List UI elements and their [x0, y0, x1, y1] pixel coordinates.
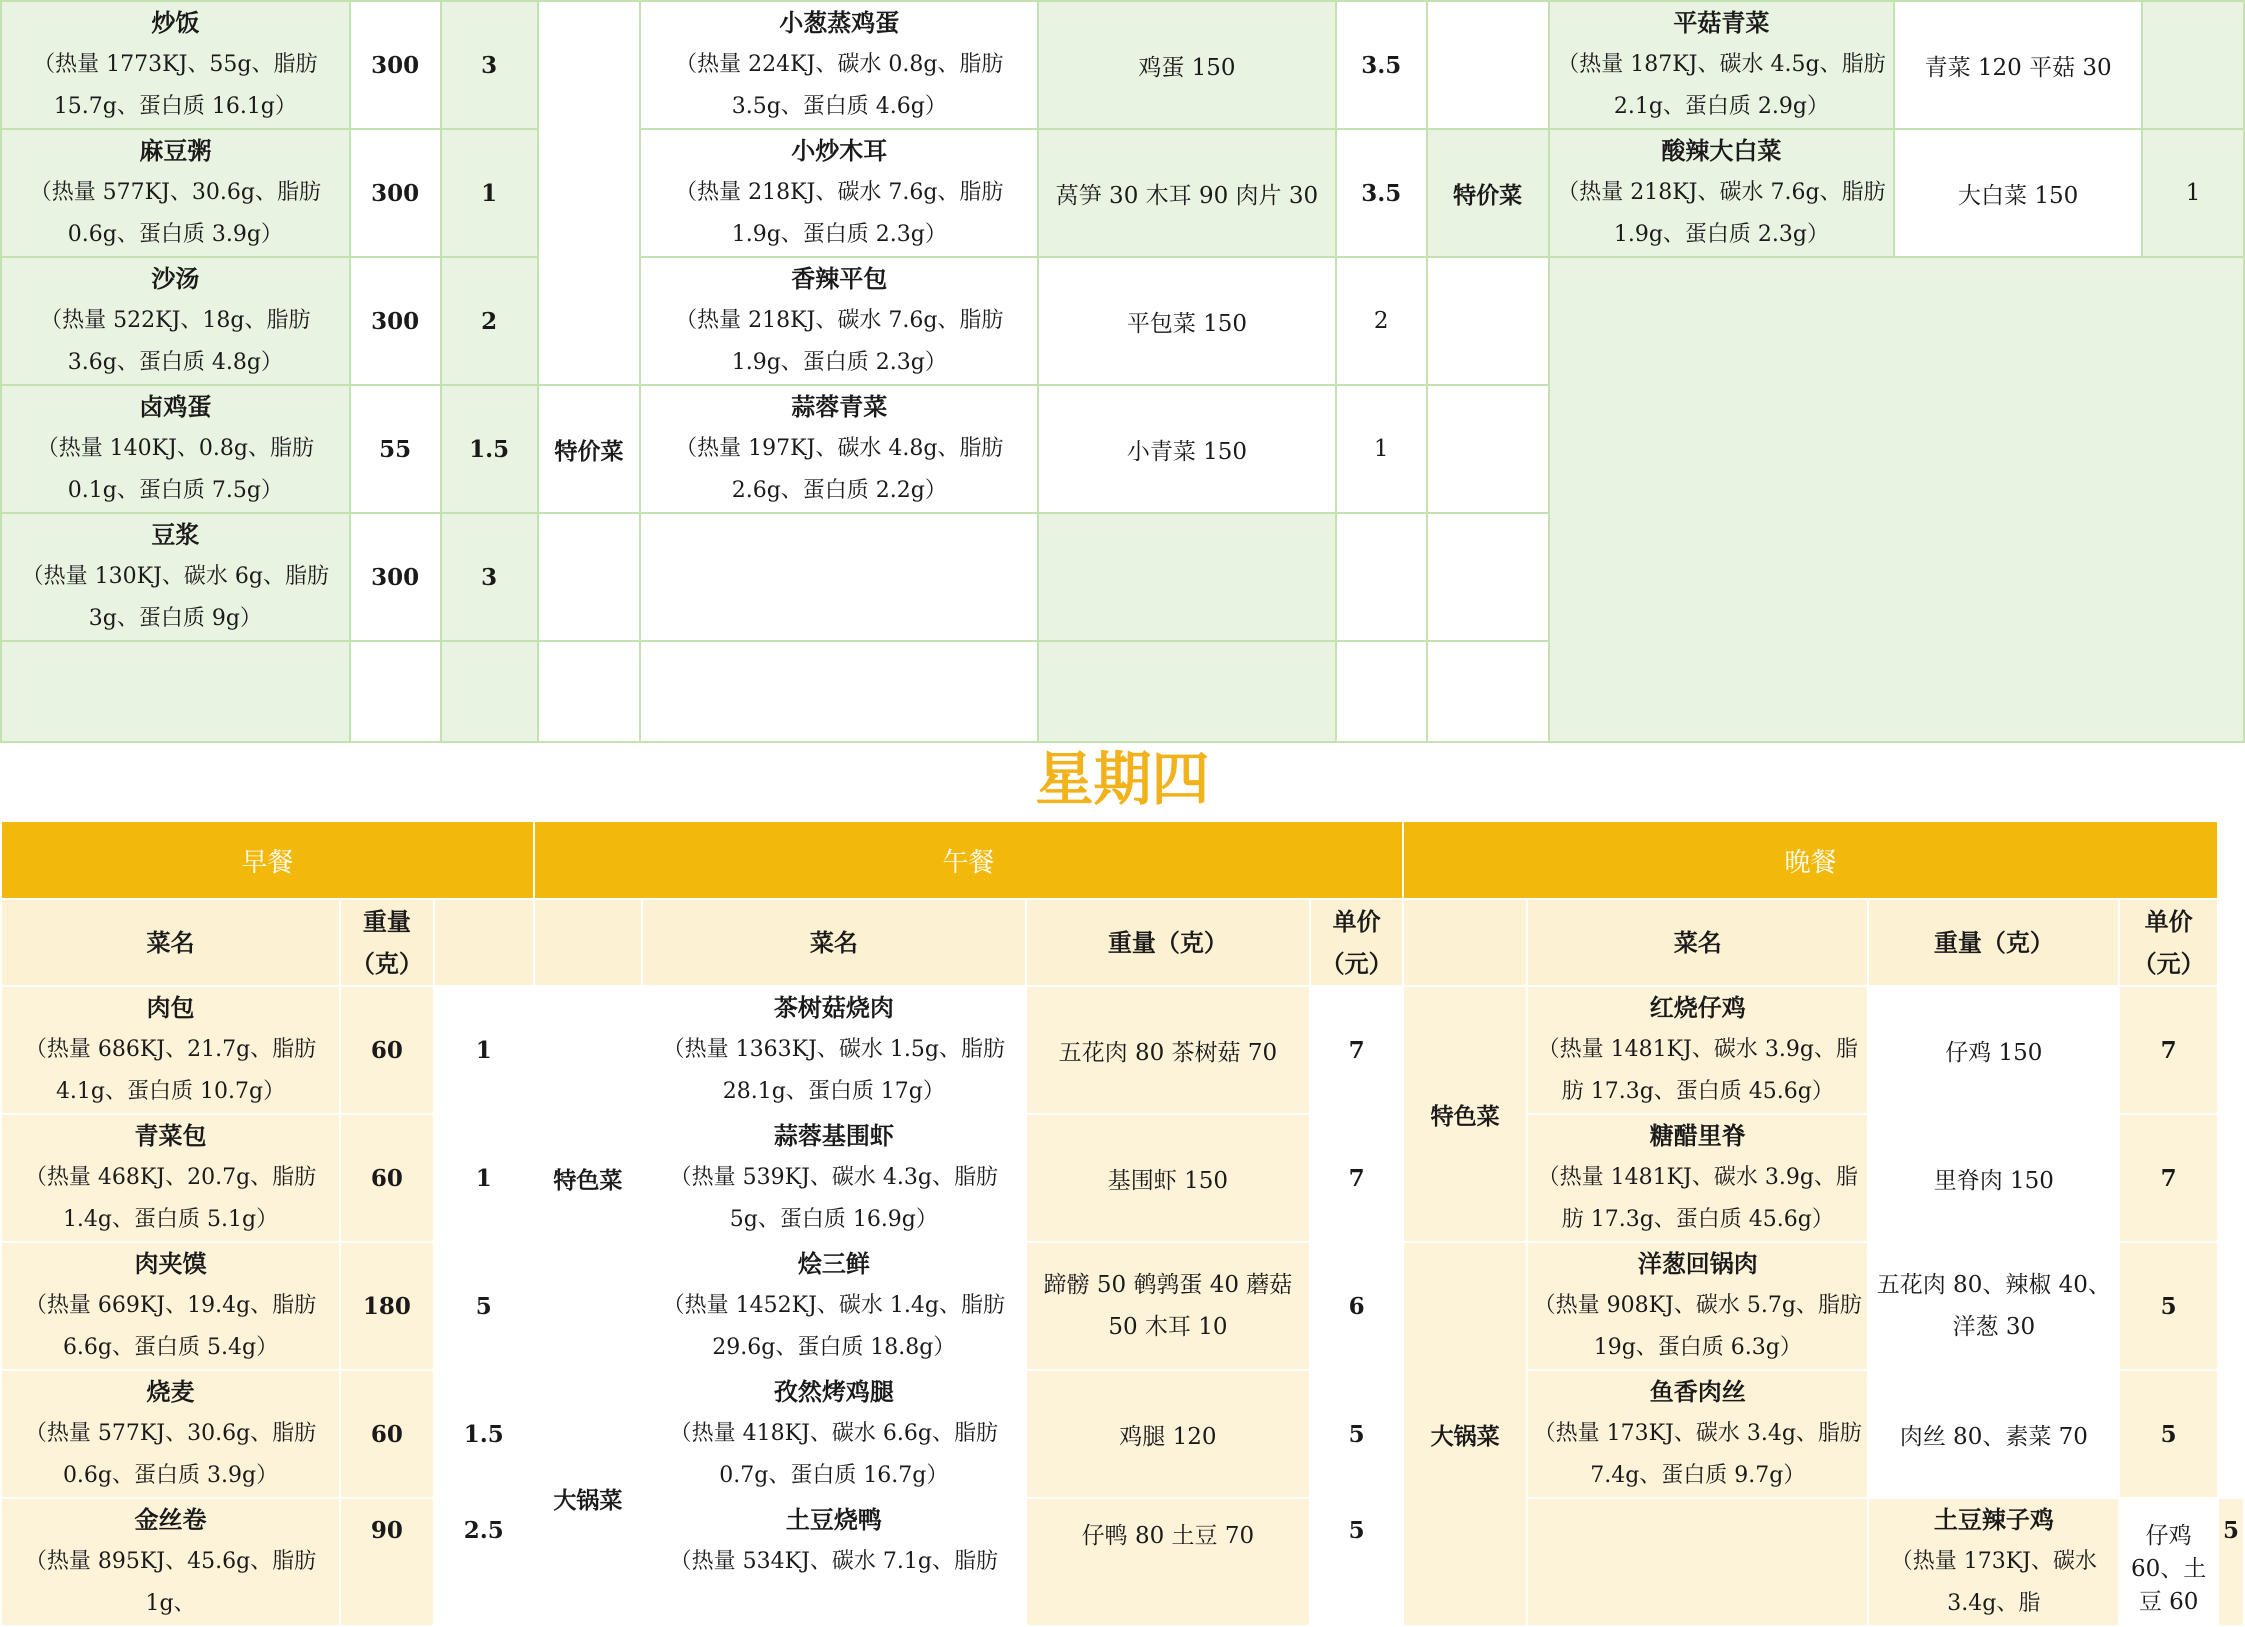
dish-cell	[640, 257, 1038, 385]
dish-name: 孜然烤鸡腿	[773, 1377, 894, 1406]
dish-cell	[640, 513, 1038, 641]
dish-cell	[1, 986, 340, 1114]
menu-table-thursday	[0, 820, 2245, 1627]
dinner-category-special: 特色菜	[1403, 986, 1527, 1242]
dish-cell	[1549, 129, 1895, 257]
price-cell: 1	[1336, 385, 1427, 513]
dish-cell	[1, 129, 350, 257]
price-cell: 5	[2218, 1498, 2244, 1626]
price-cell: 1	[434, 1114, 534, 1242]
price-cell: 1	[441, 129, 538, 257]
dish-nutrition: （热量 140KJ、0.8g、脂肪 0.1g、蛋白质 7.5g）	[36, 436, 314, 503]
column-header-price: 单价（元）	[1310, 899, 1403, 986]
column-header-weight: 重量（克）	[1026, 899, 1311, 986]
dish-cell	[642, 1498, 1025, 1626]
dish-name: 炒饭	[151, 8, 200, 37]
price-cell: 5	[434, 1242, 534, 1370]
weight-cell: 60	[340, 986, 434, 1114]
dish-name: 烧麦	[146, 1377, 195, 1406]
meal-header-lunch: 午餐	[534, 821, 1403, 899]
column-header-category	[1403, 899, 1527, 986]
price-cell: 7	[1310, 1114, 1403, 1242]
dish-name: 糖醋里脊	[1649, 1121, 1746, 1150]
ingredients-cell: 仔鸡 60、土豆 60	[2119, 1498, 2218, 1626]
dish-cell	[1, 1, 350, 129]
ingredients-cell: 五花肉 80、辣椒 40、洋葱 30	[1868, 1242, 2119, 1370]
price-cell: 5	[2119, 1242, 2218, 1370]
ingredients-cell: 青菜 120 平菇 30	[1894, 1, 2142, 129]
dish-cell	[1, 1114, 340, 1242]
empty-cell	[1336, 641, 1427, 742]
dish-nutrition: （热量 908KJ、碳水 5.7g、脂肪 19g、蛋白质 6.3g）	[1533, 1293, 1862, 1360]
category-cell	[1527, 1498, 1868, 1626]
dish-name: 青菜包	[134, 1121, 207, 1150]
dish-cell	[1, 1498, 340, 1626]
dish-name: 酸辣大白菜	[1661, 136, 1782, 165]
ingredients-cell: 仔鸭 80 土豆 70	[1026, 1498, 1311, 1626]
dish-nutrition: （热量 173KJ、碳水 3.4g、脂肪 7.4g、蛋白质 9.7g）	[1533, 1421, 1862, 1488]
dish-cell	[640, 385, 1038, 513]
ingredients-cell: 里脊肉 150	[1868, 1114, 2119, 1242]
dish-cell	[1527, 986, 1868, 1114]
dish-name: 香辣平包	[791, 264, 888, 293]
dish-name: 小炒木耳	[791, 136, 888, 165]
category-cell	[538, 513, 641, 641]
dish-name: 肉夹馍	[134, 1249, 207, 1278]
dish-name: 蒜蓉基围虾	[773, 1121, 894, 1150]
dish-cell	[1527, 1370, 1868, 1498]
ingredients-cell: 小青菜 150	[1038, 385, 1336, 513]
price-cell: 5	[1310, 1498, 1403, 1626]
price-cell: 2	[441, 257, 538, 385]
dish-cell	[1, 385, 350, 513]
dish-nutrition: （热量 1773KJ、55g、脂肪 15.7g、蛋白质 16.1g）	[33, 52, 318, 119]
price-cell: 1.5	[441, 385, 538, 513]
price-cell: 1	[434, 986, 534, 1114]
weight-cell: 90	[340, 1498, 434, 1626]
dish-nutrition: （热量 218KJ、碳水 7.6g、脂肪 1.9g、蛋白质 2.3g）	[675, 180, 1004, 247]
dish-cell	[1, 257, 350, 385]
dish-cell	[1, 1242, 340, 1370]
dish-nutrition: （热量 218KJ、碳水 7.6g、脂肪 1.9g、蛋白质 2.3g）	[1557, 180, 1886, 247]
category-cell	[1427, 513, 1549, 641]
price-cell	[2142, 1, 2244, 129]
dish-nutrition: （热量 534KJ、碳水 7.1g、脂肪	[669, 1549, 998, 1574]
dish-name: 金丝卷	[134, 1505, 207, 1534]
empty-cell	[1038, 641, 1336, 742]
dish-name: 豆浆	[151, 520, 200, 549]
weight-cell: 180	[340, 1242, 434, 1370]
price-cell: 3.5	[1336, 1, 1427, 129]
dish-name: 麻豆粥	[139, 136, 212, 165]
column-header-category	[534, 899, 642, 986]
dish-cell	[1549, 1, 1895, 129]
column-header-weight: 重量（克）	[340, 899, 434, 986]
empty-cell	[441, 641, 538, 742]
ingredients-cell: 鸡腿 120	[1026, 1370, 1311, 1498]
dish-nutrition: （热量 197KJ、碳水 4.8g、脂肪 2.6g、蛋白质 2.2g）	[675, 436, 1004, 503]
dish-cell	[642, 1242, 1025, 1370]
price-cell	[1336, 513, 1427, 641]
dish-cell	[642, 1114, 1025, 1242]
weight-cell: 300	[350, 513, 441, 641]
category-cell	[1427, 385, 1549, 513]
dish-name: 卤鸡蛋	[139, 392, 212, 421]
dish-name: 茶树菇烧肉	[773, 993, 894, 1022]
dinner-category-bigpot: 大锅菜	[1403, 1242, 1527, 1626]
dish-name: 鱼香肉丝	[1649, 1377, 1746, 1406]
weight-cell: 60	[340, 1114, 434, 1242]
day-title: 星期四	[1035, 745, 1210, 813]
price-cell: 5	[2119, 1370, 2218, 1498]
empty-cell	[350, 641, 441, 742]
price-cell: 3.5	[1336, 129, 1427, 257]
ingredients-cell: 基围虾 150	[1026, 1114, 1311, 1242]
lunch-category-cell: 特价菜	[538, 385, 641, 513]
empty-cell	[1, 641, 350, 742]
dish-cell	[1527, 1114, 1868, 1242]
category-cell	[1427, 1, 1549, 129]
dinner-category-cell: 特价菜	[1427, 129, 1549, 257]
dish-cell	[1, 513, 350, 641]
dish-nutrition: （热量 1481KJ、碳水 3.9g、脂肪 17.3g、蛋白质 45.6g）	[1537, 1165, 1858, 1232]
ingredients-cell: 平包菜 150	[1038, 257, 1336, 385]
column-header-dish-name: 菜名	[642, 899, 1025, 986]
empty-area	[1549, 257, 2244, 742]
ingredients-cell	[1038, 513, 1336, 641]
dish-nutrition: （热量 1363KJ、碳水 1.5g、脂肪 28.1g、蛋白质 17g）	[662, 1037, 1005, 1104]
ingredients-cell: 大白菜 150	[1894, 129, 2142, 257]
price-cell: 1	[2142, 129, 2244, 257]
ingredients-cell: 五花肉 80 茶树菇 70	[1026, 986, 1311, 1114]
dish-cell	[640, 1, 1038, 129]
dish-nutrition: （热量 130KJ、碳水 6g、脂肪 3g、蛋白质 9g）	[21, 564, 329, 631]
dish-nutrition: （热量 895KJ、45.6g、脂肪 1g、	[24, 1549, 317, 1616]
dish-name: 蒜蓉青菜	[791, 392, 888, 421]
ingredients-cell: 仔鸡 150	[1868, 986, 2119, 1114]
dish-nutrition: （热量 218KJ、碳水 7.6g、脂肪 1.9g、蛋白质 2.3g）	[675, 308, 1004, 375]
dish-cell	[1527, 1242, 1868, 1370]
dish-name: 洋葱回锅肉	[1637, 1249, 1758, 1278]
category-cell	[538, 1, 641, 385]
ingredients-cell: 鸡蛋 150	[1038, 1, 1336, 129]
dish-nutrition: （热量 577KJ、30.6g、脂肪 0.6g、蛋白质 3.9g）	[24, 1421, 317, 1488]
dish-cell	[640, 129, 1038, 257]
price-cell: 6	[1310, 1242, 1403, 1370]
dish-nutrition: （热量 468KJ、20.7g、脂肪 1.4g、蛋白质 5.1g）	[24, 1165, 317, 1232]
dish-nutrition: （热量 418KJ、碳水 6.6g、脂肪 0.7g、蛋白质 16.7g）	[669, 1421, 998, 1488]
column-header-dish-name: 菜名	[1527, 899, 1868, 986]
price-cell: 7	[2119, 986, 2218, 1114]
weight-cell: 300	[350, 129, 441, 257]
price-cell: 2	[1336, 257, 1427, 385]
price-cell: 7	[2119, 1114, 2218, 1242]
dish-name: 小葱蒸鸡蛋	[779, 8, 900, 37]
dish-nutrition: （热量 669KJ、19.4g、脂肪 6.6g、蛋白质 5.4g）	[24, 1293, 317, 1360]
column-header-price: 单价（元）	[2119, 899, 2218, 986]
dish-cell	[1868, 1498, 2119, 1626]
menu-table-previous-day	[0, 0, 2245, 743]
weight-cell: 300	[350, 1, 441, 129]
ingredients-cell: 蹄髈 50 鹌鹑蛋 40 蘑菇 50 木耳 10	[1026, 1242, 1311, 1370]
price-cell: 2.5	[434, 1498, 534, 1626]
dish-name: 土豆烧鸭	[785, 1505, 882, 1534]
dish-name: 平菇青菜	[1673, 8, 1770, 37]
dish-nutrition: （热量 577KJ、30.6g、脂肪 0.6g、蛋白质 3.9g）	[29, 180, 321, 247]
dish-nutrition: （热量 1452KJ、碳水 1.4g、脂肪 29.6g、蛋白质 18.8g）	[662, 1293, 1005, 1360]
empty-cell	[1427, 641, 1549, 742]
dish-nutrition: （热量 522KJ、18g、脂肪 3.6g、蛋白质 4.8g）	[40, 308, 311, 375]
dish-name: 烩三鲜	[797, 1249, 870, 1278]
meal-header-breakfast: 早餐	[1, 821, 534, 899]
empty-cell	[538, 641, 641, 742]
dish-name: 红烧仔鸡	[1649, 993, 1746, 1022]
dish-nutrition: （热量 224KJ、碳水 0.8g、脂肪 3.5g、蛋白质 4.6g）	[675, 52, 1004, 119]
price-cell: 3	[441, 1, 538, 129]
dish-name: 肉包	[146, 993, 195, 1022]
dish-nutrition: （热量 686KJ、21.7g、脂肪 4.1g、蛋白质 10.7g）	[24, 1037, 317, 1104]
weight-cell: 300	[350, 257, 441, 385]
dish-nutrition: （热量 539KJ、碳水 4.3g、脂肪 5g、蛋白质 16.9g）	[669, 1165, 998, 1232]
dish-nutrition: （热量 173KJ、碳水 3.4g、脂	[1890, 1549, 2097, 1616]
weight-cell: 60	[340, 1370, 434, 1498]
column-header-weight: 重量（克）	[1868, 899, 2119, 986]
ingredients-cell: 肉丝 80、素菜 70	[1868, 1370, 2119, 1498]
dish-nutrition: （热量 187KJ、碳水 4.5g、脂肪 2.1g、蛋白质 2.9g）	[1557, 52, 1886, 119]
lunch-category-special: 特色菜	[534, 986, 642, 1370]
price-cell: 1.5	[434, 1370, 534, 1498]
weight-cell: 55	[350, 385, 441, 513]
dish-cell	[642, 1370, 1025, 1498]
meal-header-dinner: 晚餐	[1403, 821, 2218, 899]
dish-name: 土豆辣子鸡	[1933, 1505, 2054, 1534]
category-cell	[1427, 257, 1549, 385]
lunch-category-bigpot: 大锅菜	[534, 1370, 642, 1626]
dish-cell	[642, 986, 1025, 1114]
price-cell: 7	[1310, 986, 1403, 1114]
price-cell: 5	[1310, 1370, 1403, 1498]
column-header-price	[434, 899, 534, 986]
dish-cell	[1, 1370, 340, 1498]
dish-name: 沙汤	[151, 264, 200, 293]
ingredients-cell: 莴笋 30 木耳 90 肉片 30	[1038, 129, 1336, 257]
price-cell: 3	[441, 513, 538, 641]
empty-cell	[640, 641, 1038, 742]
column-header-dish-name: 菜名	[1, 899, 340, 986]
dish-nutrition: （热量 1481KJ、碳水 3.9g、脂肪 17.3g、蛋白质 45.6g）	[1537, 1037, 1858, 1104]
